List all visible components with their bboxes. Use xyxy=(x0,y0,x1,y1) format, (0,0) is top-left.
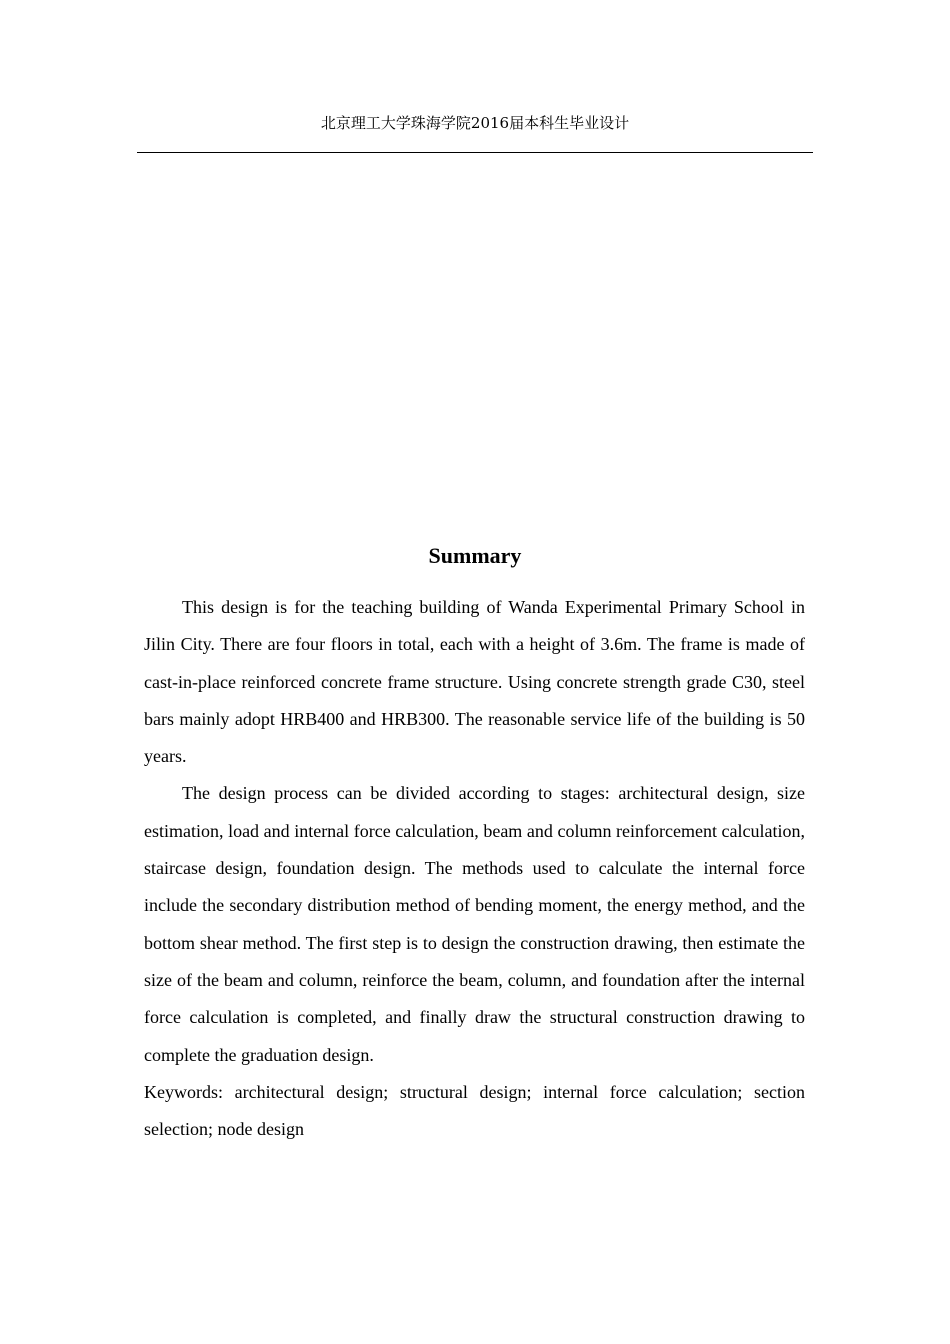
page-header: 北京理工大学珠海学院2016届本科生毕业设计 xyxy=(320,114,630,132)
summary-paragraph-2: The design process can be divided according to stages: architectural design, size estimation, load and internal force calculation, beam and column reinforcement calculation, staircase design, foundation design. The methods used to calculate the internal force include the secondary distribution method of bending moment, the energy method, and the bottom shear method. The first step is to design the construction drawing, then estimate the size of the beam and column, reinforce the beam, column, and foundation after the internal force calculation is completed, and finally draw the structural construction drawing to complete the graduation design. xyxy=(144,783,805,1065)
header-rule xyxy=(137,152,813,153)
summary-body xyxy=(144,589,805,1148)
keywords-line: Keywords: architectural design; structural design; internal force calculation; section selection; node design xyxy=(144,1081,805,1140)
summary-paragraph-1: This design is for the teaching building of Wanda Experimental Primary School in Jilin City. There are four floors in total, each with a height of 3.6m. The frame is made of cast-in-place reinforced concrete frame structure. Using concrete strength grade C30, steel bars mainly adopt HRB400 and HRB300. The reasonable service life of the building is 50 years. xyxy=(144,597,805,767)
summary-title: Summary xyxy=(428,543,522,568)
